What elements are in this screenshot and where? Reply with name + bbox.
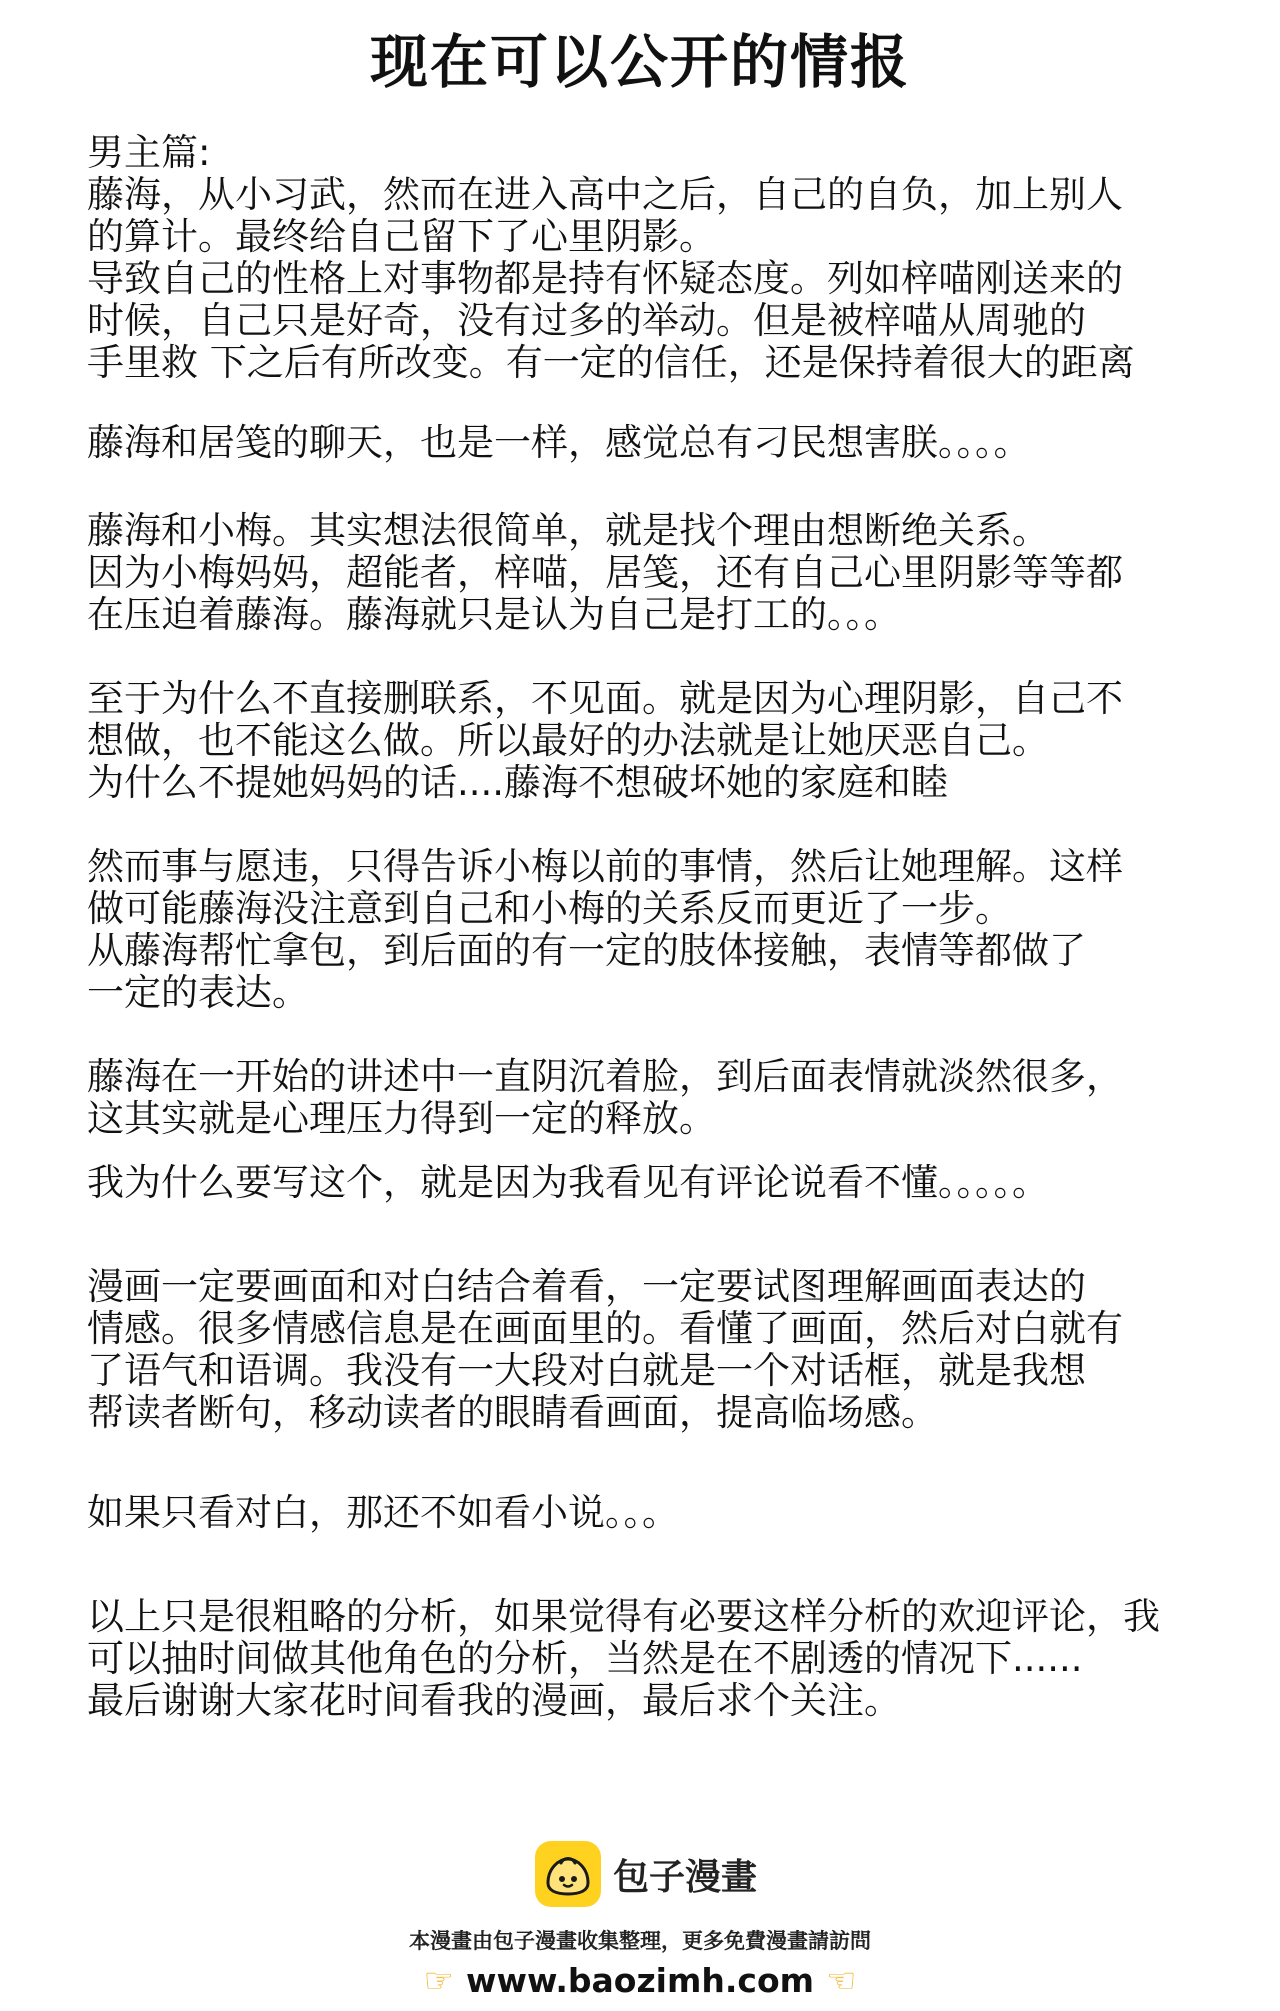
article-line: 导致自己的性格上对事物都是持有怀疑态度。列如梓喵刚送来的 [87, 257, 1123, 300]
site-link[interactable] [0, 1959, 1280, 2001]
article-line: 藤海和小梅。其实想法很简单，就是找个理由想断绝关系。 [87, 509, 1049, 552]
article-line: 藤海，从小习武，然而在进入高中之后，自己的自负，加上别人 [87, 173, 1123, 216]
brand-logo[interactable] [535, 1839, 757, 1909]
article-line: 时候，自己只是好奇，没有过多的举动。但是被梓喵从周驰的 [87, 299, 1086, 342]
article-line: 帮读者断句，移动读者的眼睛看画面，提高临场感。 [87, 1391, 938, 1434]
site-url[interactable]: www.baozimh.com [466, 1961, 814, 2000]
article-line: 以上只是很粗略的分析，如果觉得有必要这样分析的欢迎评论，我 [87, 1595, 1160, 1638]
article-line: 情感。很多情感信息是在画面里的。看懂了画面，然后对白就有 [87, 1307, 1123, 1350]
article-line: 然而事与愿违，只得告诉小梅以前的事情，然后让她理解。这样 [87, 845, 1123, 888]
article-line: 手里救 下之后有所改变。有一定的信任，还是保持着很大的距离 [87, 341, 1135, 384]
article-line: 这其实就是心理压力得到一定的释放。 [87, 1097, 716, 1140]
brand-name: 包子漫畫 [613, 1856, 758, 1898]
page-title: 现在可以公开的情报 [369, 28, 910, 96]
pointing-hand-icon: ☞ [826, 1960, 857, 2001]
article-line: 藤海在一开始的讲述中一直阴沉着脸，到后面表情就淡然很多， [87, 1055, 1123, 1098]
article-line: 为什么不提她妈妈的话....藤海不想破坏她的家庭和睦 [87, 761, 949, 804]
article-line: 想做，也不能这么做。所以最好的办法就是让她厌恶自己。 [87, 719, 1049, 762]
article-line: 男主篇: [87, 131, 211, 174]
article-line: 我为什么要写这个，就是因为我看见有评论说看不懂。。。。。 [87, 1161, 1049, 1204]
article-line: 至于为什么不直接删联系，不见面。就是因为心理阴影，自己不 [87, 677, 1123, 720]
footer [0, 1835, 1280, 2011]
pointing-hand-icon: ☞ [423, 1960, 454, 2001]
article-line: 可以抽时间做其他角色的分析，当然是在不剧透的情况下...... [87, 1637, 1083, 1680]
article-line: 做可能藤海没注意到自己和小梅的关系反而更近了一步。 [87, 887, 1012, 930]
article-line: 藤海和居笺的聊天，也是一样，感觉总有刁民想害朕。。。。 [87, 421, 1031, 464]
article-line: 了语气和语调。我没有一大段对白就是一个对话框，就是我想 [87, 1349, 1086, 1392]
bun-mascot-icon [535, 1841, 601, 1907]
article-line: 一定的表达。 [87, 971, 309, 1014]
article-line: 如果只看对白，那还不如看小说。。。 [87, 1491, 679, 1534]
article-line: 在压迫着藤海。藤海就只是认为自己是打工的。。。 [87, 593, 901, 636]
article-line: 的算计。最终给自己留下了心里阴影。 [87, 215, 716, 258]
article-line: 从藤海帮忙拿包，到后面的有一定的肢体接触，表情等都做了 [87, 929, 1086, 972]
footer-notice: 本漫畫由包子漫畫收集整理，更多免費漫畫請訪問 [409, 1929, 871, 1953]
article-line: 最后谢谢大家花时间看我的漫画，最后求个关注。 [87, 1679, 901, 1722]
article-line: 因为小梅妈妈，超能者，梓喵，居笺，还有自己心里阴影等等都 [87, 551, 1123, 594]
article-line: 漫画一定要画面和对白结合着看，一定要试图理解画面表达的 [87, 1265, 1086, 1308]
